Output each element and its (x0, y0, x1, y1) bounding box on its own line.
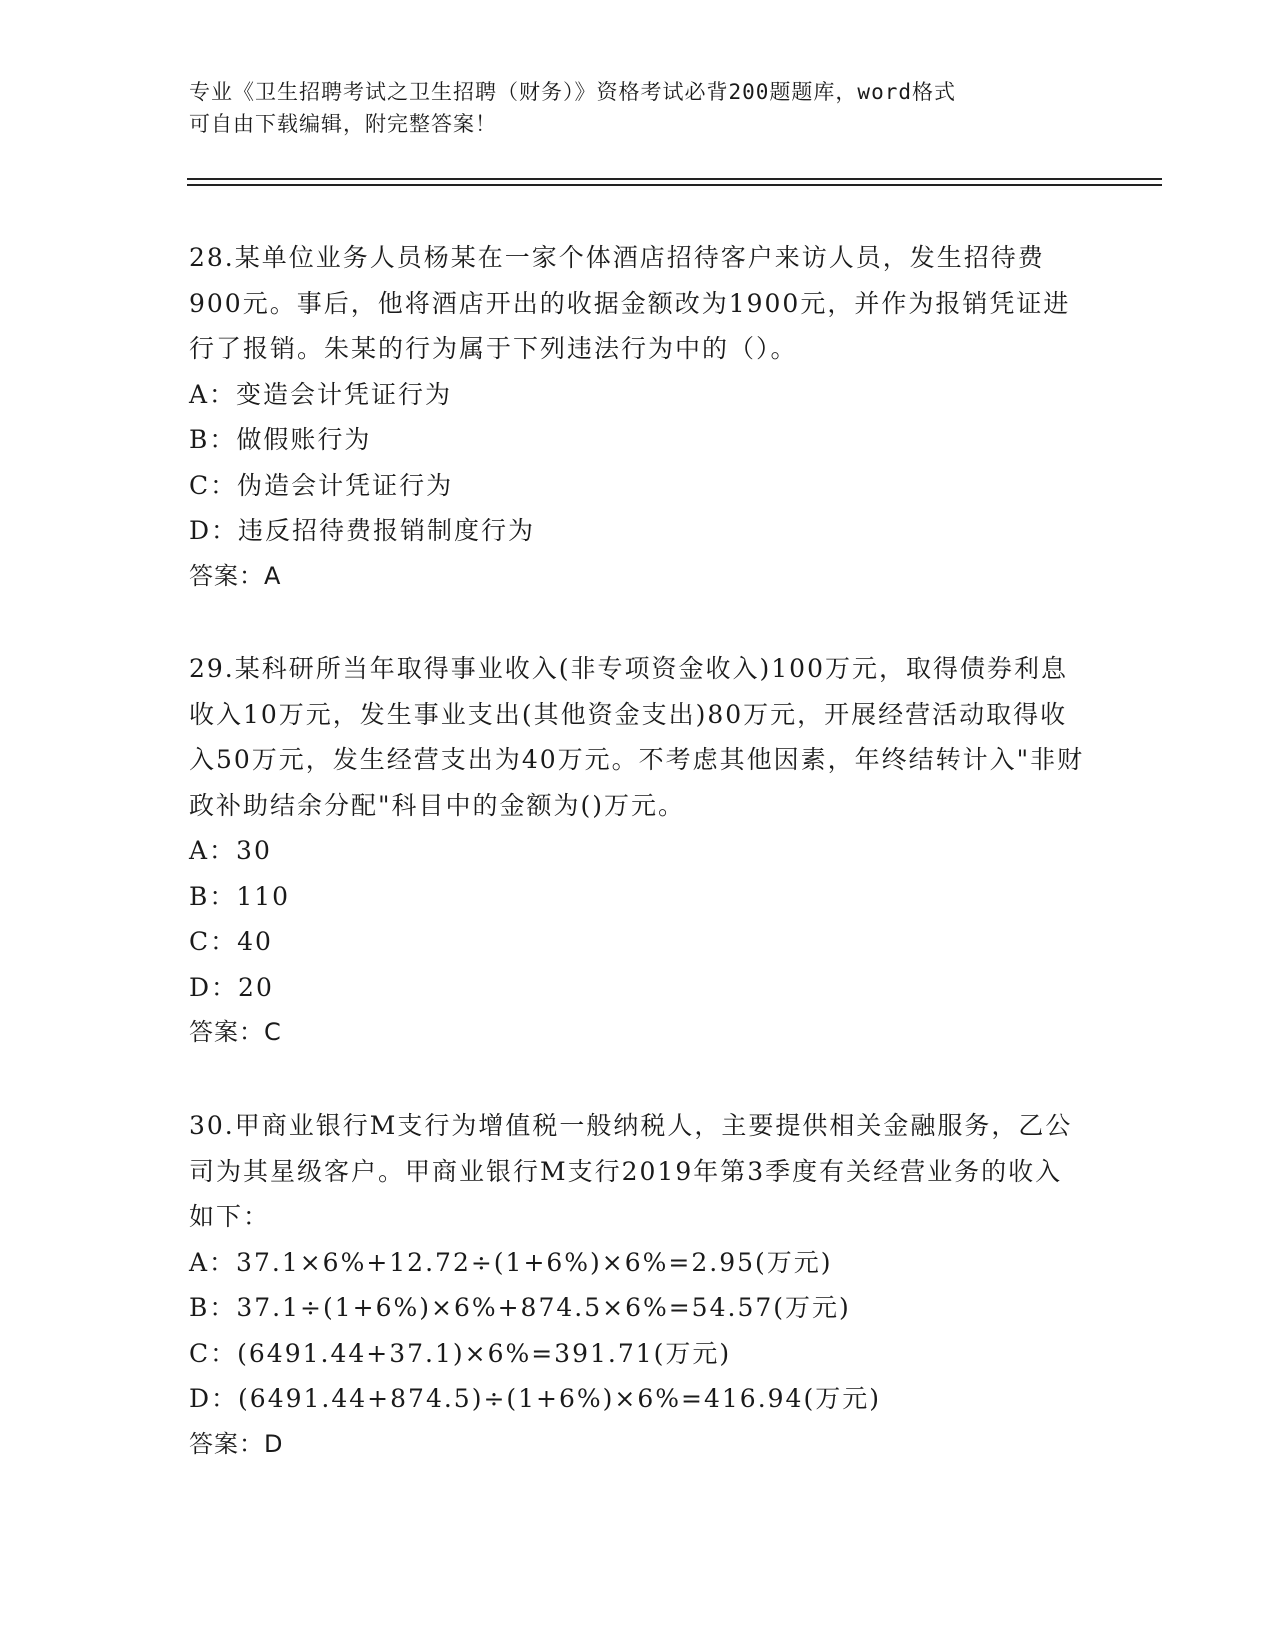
option-b: B：37.1÷(1+6%)×6%+874.5×6%=54.57(万元) (189, 1293, 851, 1322)
header-line-1: 专业《卫生招聘考试之卫生招聘（财务）》资格考试必背200题题库，word格式 (189, 80, 956, 104)
question-stem: 28.某单位业务人员杨某在一家个体酒店招待客户来访人员，发生招待费900元。事后，他将酒店开出的收据金额改为1900元，并作为报销凭证进行了报销。朱某的行为属于下列违法行为中的（）。 (189, 243, 1071, 363)
option-d: D：(6491.44+874.5)÷(1+6%)×6%=416.94(万元) (189, 1384, 881, 1413)
option-c: C：(6491.44+37.1)×6%=391.71(万元) (189, 1338, 732, 1368)
question-stem: 29.某科研所当年取得事业收入(非专项资金收入)100万元，取得债券利息收入10万元，发生事业支出(其他资金支出)80万元，开展经营活动取得收入50万元，发生经营支出为40万元。不考虑其他因素，年终结转计入"非财政补助结余分配"科目中的金额为()万元。 (189, 654, 1085, 820)
document-header (189, 76, 1089, 140)
question-28 (189, 235, 1089, 599)
header-divider-top (187, 178, 1162, 180)
option-b: B：110 (189, 881, 291, 911)
question-30 (189, 1103, 1089, 1467)
header-divider-bottom (187, 184, 1162, 186)
answer-line: 答案：A (189, 561, 282, 590)
answer-line: 答案：D (189, 1429, 284, 1458)
option-d: D：20 (189, 972, 274, 1002)
option-a: A：30 (189, 836, 272, 865)
option-c: C：40 (189, 927, 273, 956)
option-b: B：做假账行为 (189, 425, 372, 454)
option-c: C：伪造会计凭证行为 (189, 470, 454, 500)
question-stem: 30.甲商业银行M支行为增值税一般纳税人，主要提供相关金融服务，乙公司为其星级客户。甲商业银行M支行2019年第3季度有关经营业务的收入如下： (189, 1111, 1073, 1231)
option-d: D：违反招待费报销制度行为 (189, 516, 536, 545)
header-line-2: 可自由下载编辑，附完整答案！ (189, 112, 497, 136)
question-29 (189, 646, 1089, 1056)
option-a: A：变造会计凭证行为 (189, 379, 453, 409)
option-a: A：37.1×6%+12.72÷(1+6%)×6%=2.95(万元) (189, 1247, 833, 1277)
answer-line: 答案：C (189, 1018, 282, 1046)
